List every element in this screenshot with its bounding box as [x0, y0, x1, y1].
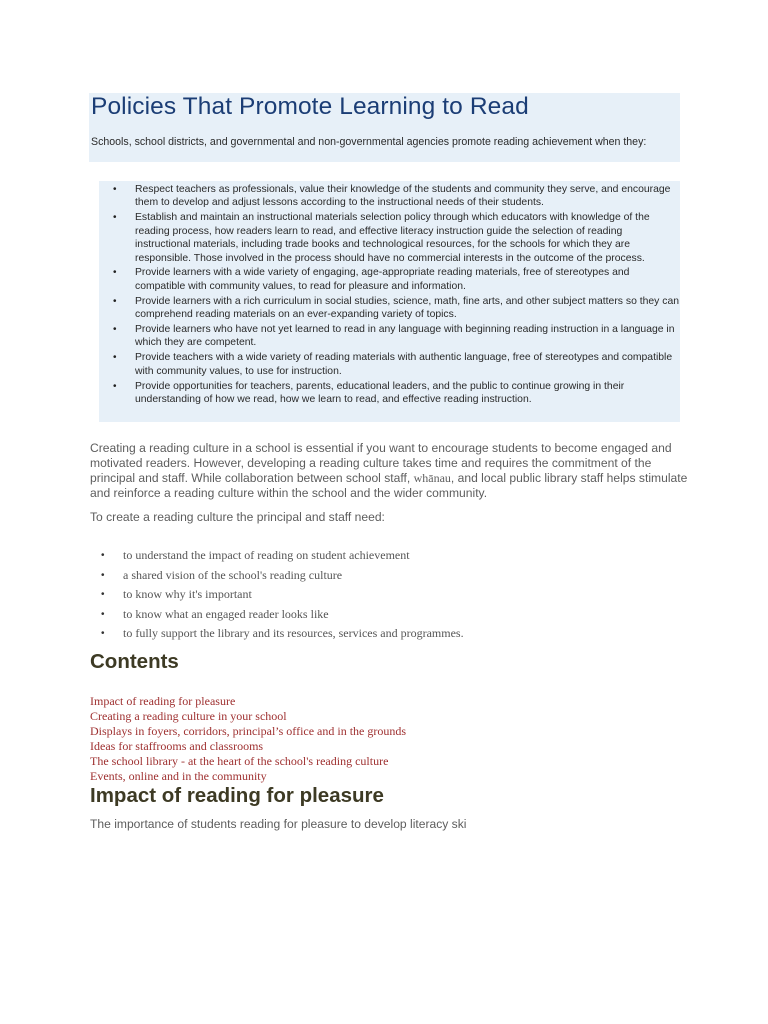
list-item: [100, 548, 464, 568]
list-item: [100, 607, 464, 627]
bullet-icon: •: [101, 550, 105, 561]
policies-header-box: [89, 93, 680, 162]
contents-link-creating-reading-culture[interactable]: Creating a reading culture in your school: [90, 709, 287, 723]
policy-text: Respect teachers as professionals, value their knowledge of the students and community they serve, and encourage them to develop and adjust lessons according to the instructional needs of their students.: [135, 184, 671, 209]
list-item: [99, 183, 680, 210]
list-item: [99, 266, 680, 293]
list-item: [100, 587, 464, 607]
reading-culture-paragraph: [90, 441, 690, 501]
page-title: Policies That Promote Learning to Read: [91, 93, 529, 120]
need-text: to know what an engaged reader looks like: [123, 606, 329, 621]
contents-link-school-library[interactable]: The school library - at the heart of the school's reading culture: [90, 754, 389, 768]
policy-text: Provide teachers with a wide variety of reading materials with authentic language, free of stereotypes and compatible with community values, to use for instruction.: [135, 352, 673, 377]
policy-text: Provide learners with a rich curriculum in social studies, science, math, fine arts, and other subject matters so they can comprehend reading materials on an ever-expanding variety of topics.: [135, 295, 680, 321]
need-text: to fully support the library and its resources, services and programmes.: [123, 626, 464, 641]
contents-heading: Contents: [90, 650, 179, 673]
impact-heading: Impact of reading for pleasure: [90, 784, 384, 807]
contents-links: [90, 694, 406, 784]
list-item: [99, 295, 680, 322]
bullet-icon: •: [101, 569, 105, 581]
policy-text: Provide learners who have not yet learned to read in any language with beginning reading instruction in a language in which they are competent.: [135, 324, 675, 349]
whanau-term: whānau: [413, 471, 451, 485]
list-item: [99, 380, 680, 407]
need-text: to know why it's important: [123, 587, 252, 602]
policies-list: [99, 183, 680, 408]
paragraph-text-start: Creating a reading culture in a school is essential if you want to encourage students to become engaged and motivated readers. However, developing a reading culture takes time and requires the commitment of the principal and staff. While collaboration between school staff,: [90, 441, 672, 485]
bullet-icon: •: [113, 184, 117, 195]
paragraph-text-end: , and local public library staff helps stimulate and reinforce a reading culture within the school and the wider community.: [90, 471, 688, 500]
bullet-icon: •: [113, 267, 117, 279]
list-item: [99, 323, 680, 350]
bullet-icon: •: [113, 212, 117, 224]
list-item: [100, 626, 464, 646]
needs-list: [100, 548, 464, 646]
list-item: [100, 568, 464, 588]
bullet-icon: •: [113, 352, 117, 364]
contents-link-events[interactable]: Events, online and in the community: [90, 769, 267, 783]
contents-link-impact-of-reading[interactable]: Impact of reading for pleasure: [90, 694, 236, 708]
policy-text: Provide learners with a wide variety of engaging, age-appropriate reading materials, free of stereotypes and compatible with community values, to read for pleasure and information.: [135, 267, 630, 292]
intro-text: Schools, school districts, and governmental and non-governmental agencies promote reading achievement when they:: [91, 136, 647, 148]
bullet-icon: •: [101, 608, 105, 620]
policies-list-box: [99, 181, 680, 422]
bullet-icon: •: [113, 324, 117, 336]
need-text: to understand the impact of reading on student achievement: [123, 548, 410, 562]
bullet-icon: •: [113, 295, 117, 307]
bullet-icon: •: [113, 380, 117, 392]
bullet-icon: •: [101, 628, 105, 640]
need-text: a shared vision of the school's reading culture: [123, 567, 343, 582]
bullet-icon: •: [101, 589, 105, 601]
contents-link-staffrooms-classrooms[interactable]: Ideas for staffrooms and classrooms: [90, 739, 264, 753]
lead-in-text: To create a reading culture the principal and staff need:: [90, 510, 385, 524]
contents-link-displays[interactable]: Displays in foyers, corridors, principal’s office and in the grounds: [90, 724, 407, 738]
impact-text: The importance of students reading for pleasure to develop literacy ski: [90, 817, 467, 831]
list-item: [99, 211, 680, 265]
policy-text: Provide opportunities for teachers, parents, educational leaders, and the public to continue growing in their understanding of how we read, how we learn to read, and effective reading instruction.: [135, 380, 625, 406]
policy-text: Establish and maintain an instructional materials selection policy through which educators with knowledge of the reading process, how readers learn to read, and effective literacy instruction guide the selection of reading instructional materials, including trade books and technological resources, for the schools for which they are responsible. Those involved in the process should have no commercial interests in the outcome of the process.: [135, 212, 650, 264]
list-item: [99, 351, 680, 378]
